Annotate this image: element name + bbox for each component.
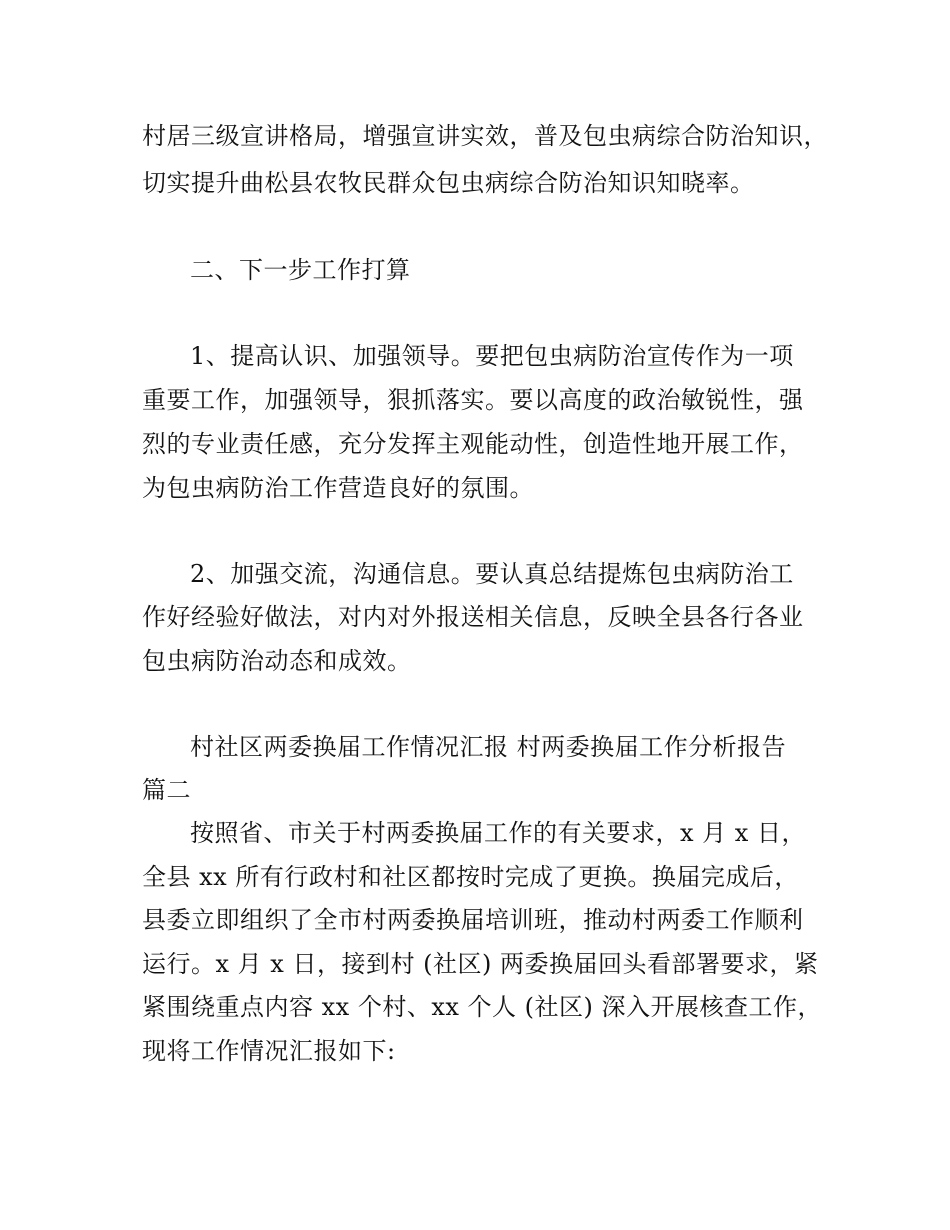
paragraph-line: 1、提高认识、加强领导。要把包虫病防治宣传作为一项	[190, 342, 794, 370]
paragraph-line: 作好经验好做法，对内对外报送相关信息，反映全县各行各业	[142, 603, 804, 631]
paragraph-line: 按照省、市关于村两委换届工作的有关要求，x 月 x 日，	[190, 819, 806, 847]
paragraph-line: 烈的专业责任感，充分发挥主观能动性，创造性地开展工作，	[142, 430, 804, 458]
paragraph-line: 运行。x 月 x 日，接到村 (社区) 两委换届回头看部署要求，紧	[142, 950, 819, 978]
article-title-suffix: 篇二	[142, 776, 191, 804]
paragraph-line: 紧围绕重点内容 xx 个村、xx 个人 (社区) 深入开展核查工作，	[142, 993, 823, 1021]
paragraph-line: 全县 xx 所有行政村和社区都按时完成了更换。换届完成后，	[142, 863, 799, 891]
paragraph-line: 村居三级宣讲格局，增强宣讲实效，普及包虫病综合防治知识，	[142, 122, 828, 150]
article-title: 村社区两委换届工作情况汇报 村两委换届工作分析报告	[190, 733, 787, 761]
paragraph-line: 包虫病防治动态和成效。	[142, 647, 412, 675]
paragraph-line: 现将工作情况汇报如下:	[142, 1037, 396, 1065]
paragraph-line: 重要工作，加强领导，狠抓落实。要以高度的政治敏锐性，强	[142, 386, 804, 414]
paragraph-line: 2、加强交流，沟通信息。要认真总结提炼包虫病防治工	[190, 560, 794, 588]
paragraph-line: 县委立即组织了全市村两委换届培训班，推动村两委工作顺利	[142, 906, 804, 934]
paragraph-line: 切实提升曲松县农牧民群众包虫病综合防治知识知晓率。	[142, 169, 755, 197]
section-heading: 二、下一步工作打算	[190, 256, 411, 284]
paragraph-line: 为包虫病防治工作营造良好的氛围。	[142, 474, 534, 502]
